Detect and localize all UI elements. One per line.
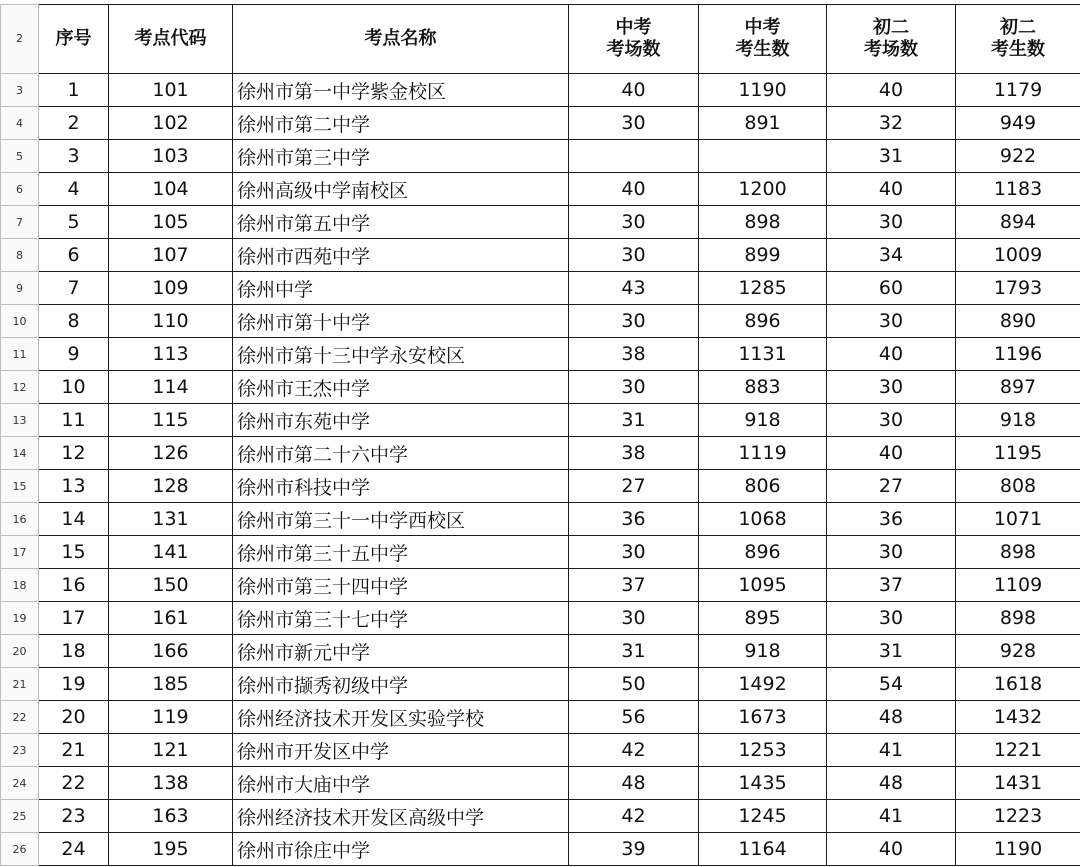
cell-ce-rooms[interactable]: 34 xyxy=(827,239,956,272)
table-row xyxy=(1,470,1080,503)
cell-code[interactable]: 115 xyxy=(109,404,233,437)
cell-ce-rooms[interactable]: 40 xyxy=(827,74,956,107)
header-ce-students-line1: 初二 xyxy=(1000,17,1036,38)
cell-zk-students[interactable]: 1119 xyxy=(699,437,827,470)
cell-name[interactable]: 徐州市第五中学 xyxy=(233,206,569,239)
cell-name[interactable]: 徐州市第三十四中学 xyxy=(233,569,569,602)
cell-ce-students[interactable]: 918 xyxy=(956,404,1080,437)
cell-zk-students[interactable]: 1673 xyxy=(699,701,827,734)
table-row xyxy=(1,437,1080,470)
cell-name[interactable]: 徐州经济技术开发区实验学校 xyxy=(233,701,569,734)
row-number[interactable]: 5 xyxy=(1,140,39,173)
cell-name[interactable]: 徐州市科技中学 xyxy=(233,470,569,503)
row-number[interactable]: 12 xyxy=(1,371,39,404)
cell-zk-students[interactable]: 1190 xyxy=(699,74,827,107)
row-number[interactable]: 17 xyxy=(1,536,39,569)
cell-name[interactable]: 徐州市第三中学 xyxy=(233,140,569,173)
cell-code[interactable]: 119 xyxy=(109,701,233,734)
cell-ce-students[interactable]: 898 xyxy=(956,602,1080,635)
cell-name[interactable]: 徐州市撷秀初级中学 xyxy=(233,668,569,701)
cell-name[interactable]: 徐州市第一中学紫金校区 xyxy=(233,74,569,107)
table-row xyxy=(1,536,1080,569)
cell-ce-rooms[interactable]: 30 xyxy=(827,602,956,635)
cell-zk-students[interactable]: 895 xyxy=(699,602,827,635)
cell-zk-students[interactable]: 1435 xyxy=(699,767,827,800)
cell-seq[interactable]: 23 xyxy=(39,800,109,833)
table-row xyxy=(1,602,1080,635)
header-ce-rooms[interactable] xyxy=(827,5,956,74)
row-number[interactable]: 23 xyxy=(1,734,39,767)
cell-ce-rooms[interactable]: 40 xyxy=(827,338,956,371)
cell-name[interactable]: 徐州市第三十七中学 xyxy=(233,602,569,635)
cell-seq[interactable]: 8 xyxy=(39,305,109,338)
header-ce-students[interactable] xyxy=(956,5,1080,74)
row-number[interactable]: 15 xyxy=(1,470,39,503)
cell-zk-rooms[interactable]: 31 xyxy=(569,404,699,437)
cell-seq[interactable]: 24 xyxy=(39,833,109,866)
row-number[interactable]: 16 xyxy=(1,503,39,536)
cell-seq[interactable]: 19 xyxy=(39,668,109,701)
header-zk-students[interactable] xyxy=(699,5,827,74)
cell-ce-students[interactable]: 808 xyxy=(956,470,1080,503)
row-number[interactable]: 24 xyxy=(1,767,39,800)
cell-zk-rooms[interactable]: 39 xyxy=(569,833,699,866)
cell-zk-students[interactable]: 806 xyxy=(699,470,827,503)
table-row xyxy=(1,701,1080,734)
cell-zk-rooms[interactable]: 30 xyxy=(569,602,699,635)
cell-name[interactable]: 徐州市大庙中学 xyxy=(233,767,569,800)
cell-ce-rooms[interactable]: 30 xyxy=(827,404,956,437)
cell-seq[interactable]: 16 xyxy=(39,569,109,602)
cell-zk-students[interactable]: 1131 xyxy=(699,338,827,371)
cell-zk-students[interactable]: 1164 xyxy=(699,833,827,866)
cell-ce-students[interactable]: 1432 xyxy=(956,701,1080,734)
cell-name[interactable]: 徐州市第三十五中学 xyxy=(233,536,569,569)
cell-seq[interactable]: 3 xyxy=(39,140,109,173)
cell-code[interactable]: 113 xyxy=(109,338,233,371)
table-row xyxy=(1,305,1080,338)
cell-zk-rooms[interactable]: 38 xyxy=(569,437,699,470)
cell-zk-students[interactable]: 1245 xyxy=(699,800,827,833)
cell-name[interactable]: 徐州市王杰中学 xyxy=(233,371,569,404)
cell-zk-students[interactable]: 1492 xyxy=(699,668,827,701)
header-row xyxy=(1,5,1080,74)
row-number[interactable]: 9 xyxy=(1,272,39,305)
header-zk-students-line2: 考生数 xyxy=(735,39,790,60)
row-number[interactable]: 14 xyxy=(1,437,39,470)
cell-zk-rooms[interactable]: 56 xyxy=(569,701,699,734)
cell-ce-students[interactable]: 1179 xyxy=(956,74,1080,107)
cell-seq[interactable]: 21 xyxy=(39,734,109,767)
cell-ce-students[interactable]: 1221 xyxy=(956,734,1080,767)
cell-name[interactable]: 徐州高级中学南校区 xyxy=(233,173,569,206)
cell-zk-rooms[interactable]: 27 xyxy=(569,470,699,503)
cell-ce-rooms[interactable]: 30 xyxy=(827,536,956,569)
cell-zk-students[interactable]: 1285 xyxy=(699,272,827,305)
cell-name[interactable]: 徐州市开发区中学 xyxy=(233,734,569,767)
cell-zk-rooms[interactable]: 42 xyxy=(569,734,699,767)
cell-ce-rooms[interactable]: 30 xyxy=(827,305,956,338)
cell-seq[interactable]: 6 xyxy=(39,239,109,272)
cell-ce-students[interactable]: 1183 xyxy=(956,173,1080,206)
cell-ce-rooms[interactable]: 41 xyxy=(827,800,956,833)
cell-ce-students[interactable]: 1431 xyxy=(956,767,1080,800)
cell-ce-rooms[interactable]: 60 xyxy=(827,272,956,305)
cell-zk-rooms[interactable]: 30 xyxy=(569,371,699,404)
row-number[interactable]: 19 xyxy=(1,602,39,635)
cell-name[interactable]: 徐州市东苑中学 xyxy=(233,404,569,437)
cell-code[interactable]: 195 xyxy=(109,833,233,866)
table-row xyxy=(1,800,1080,833)
cell-zk-students[interactable]: 1095 xyxy=(699,569,827,602)
table-row xyxy=(1,173,1080,206)
cell-code[interactable]: 121 xyxy=(109,734,233,767)
cell-code[interactable]: 126 xyxy=(109,437,233,470)
cell-seq[interactable]: 5 xyxy=(39,206,109,239)
cell-ce-students[interactable]: 1196 xyxy=(956,338,1080,371)
cell-zk-rooms[interactable]: 42 xyxy=(569,800,699,833)
cell-seq[interactable]: 15 xyxy=(39,536,109,569)
cell-name[interactable]: 徐州市西苑中学 xyxy=(233,239,569,272)
row-number[interactable]: 20 xyxy=(1,635,39,668)
cell-ce-rooms[interactable]: 36 xyxy=(827,503,956,536)
table-row xyxy=(1,74,1080,107)
cell-ce-rooms[interactable]: 41 xyxy=(827,734,956,767)
cell-ce-students[interactable]: 928 xyxy=(956,635,1080,668)
cell-zk-students[interactable]: 898 xyxy=(699,206,827,239)
table-row xyxy=(1,635,1080,668)
cell-seq[interactable]: 14 xyxy=(39,503,109,536)
cell-zk-students[interactable]: 1200 xyxy=(699,173,827,206)
table-row xyxy=(1,107,1080,140)
cell-code[interactable]: 104 xyxy=(109,173,233,206)
cell-zk-rooms[interactable]: 30 xyxy=(569,206,699,239)
cell-code[interactable]: 131 xyxy=(109,503,233,536)
table-row xyxy=(1,404,1080,437)
row-number[interactable]: 11 xyxy=(1,338,39,371)
cell-zk-rooms[interactable]: 48 xyxy=(569,767,699,800)
cell-ce-rooms[interactable]: 40 xyxy=(827,173,956,206)
cell-zk-rooms[interactable]: 30 xyxy=(569,239,699,272)
table-row xyxy=(1,371,1080,404)
cell-seq[interactable]: 7 xyxy=(39,272,109,305)
cell-code[interactable]: 101 xyxy=(109,74,233,107)
cell-code[interactable]: 114 xyxy=(109,371,233,404)
cell-ce-students[interactable]: 1009 xyxy=(956,239,1080,272)
cell-zk-rooms[interactable]: 40 xyxy=(569,173,699,206)
cell-code[interactable]: 150 xyxy=(109,569,233,602)
table-row xyxy=(1,668,1080,701)
cell-code[interactable]: 103 xyxy=(109,140,233,173)
cell-name[interactable]: 徐州市徐庄中学 xyxy=(233,833,569,866)
cell-code[interactable]: 185 xyxy=(109,668,233,701)
cell-code[interactable]: 161 xyxy=(109,602,233,635)
cell-name[interactable]: 徐州市第三十一中学西校区 xyxy=(233,503,569,536)
row-number[interactable]: 3 xyxy=(1,74,39,107)
header-code[interactable]: 考点代码 xyxy=(109,5,233,74)
row-number[interactable]: 2 xyxy=(1,5,39,74)
table-row xyxy=(1,272,1080,305)
table-row xyxy=(1,734,1080,767)
header-zk-rooms-line1: 中考 xyxy=(615,17,652,38)
cell-ce-rooms[interactable]: 48 xyxy=(827,701,956,734)
cell-zk-rooms[interactable]: 37 xyxy=(569,569,699,602)
table-row xyxy=(1,239,1080,272)
cell-zk-rooms[interactable] xyxy=(569,140,699,173)
cell-code[interactable]: 105 xyxy=(109,206,233,239)
cell-code[interactable]: 138 xyxy=(109,767,233,800)
cell-ce-rooms[interactable]: 48 xyxy=(827,767,956,800)
header-zk-students-line1: 中考 xyxy=(744,17,781,38)
header-name[interactable]: 考点名称 xyxy=(233,5,569,74)
cell-zk-rooms[interactable]: 40 xyxy=(569,74,699,107)
cell-seq[interactable]: 10 xyxy=(39,371,109,404)
cell-ce-rooms[interactable]: 31 xyxy=(827,140,956,173)
header-ce-rooms-line1: 初二 xyxy=(873,17,909,38)
table-row xyxy=(1,833,1080,866)
cell-zk-rooms[interactable]: 36 xyxy=(569,503,699,536)
cell-zk-rooms[interactable]: 30 xyxy=(569,536,699,569)
cell-code[interactable]: 109 xyxy=(109,272,233,305)
cell-zk-students[interactable] xyxy=(699,140,827,173)
cell-ce-students[interactable]: 949 xyxy=(956,107,1080,140)
cell-name[interactable]: 徐州中学 xyxy=(233,272,569,305)
cell-code[interactable]: 107 xyxy=(109,239,233,272)
cell-seq[interactable]: 2 xyxy=(39,107,109,140)
cell-seq[interactable]: 9 xyxy=(39,338,109,371)
cell-ce-rooms[interactable]: 31 xyxy=(827,635,956,668)
cell-name[interactable]: 徐州市第十三中学永安校区 xyxy=(233,338,569,371)
cell-name[interactable]: 徐州市第十中学 xyxy=(233,305,569,338)
cell-seq[interactable]: 4 xyxy=(39,173,109,206)
cell-zk-students[interactable]: 918 xyxy=(699,635,827,668)
cell-ce-students[interactable]: 894 xyxy=(956,206,1080,239)
cell-seq[interactable]: 18 xyxy=(39,635,109,668)
cell-ce-rooms[interactable]: 32 xyxy=(827,107,956,140)
cell-zk-rooms[interactable]: 30 xyxy=(569,107,699,140)
cell-zk-students[interactable]: 891 xyxy=(699,107,827,140)
cell-name[interactable]: 徐州经济技术开发区高级中学 xyxy=(233,800,569,833)
table-row xyxy=(1,140,1080,173)
cell-ce-students[interactable]: 890 xyxy=(956,305,1080,338)
cell-ce-rooms[interactable]: 40 xyxy=(827,833,956,866)
table-row xyxy=(1,767,1080,800)
row-number[interactable]: 13 xyxy=(1,404,39,437)
cell-zk-rooms[interactable]: 43 xyxy=(569,272,699,305)
header-zk-rooms[interactable] xyxy=(569,5,699,74)
cell-ce-students[interactable]: 1618 xyxy=(956,668,1080,701)
cell-ce-rooms[interactable]: 27 xyxy=(827,470,956,503)
cell-code[interactable]: 128 xyxy=(109,470,233,503)
cell-ce-students[interactable]: 1071 xyxy=(956,503,1080,536)
cell-seq[interactable]: 11 xyxy=(39,404,109,437)
cell-ce-students[interactable]: 922 xyxy=(956,140,1080,173)
header-zk-rooms-line2: 考场数 xyxy=(606,39,661,60)
cell-ce-rooms[interactable]: 37 xyxy=(827,569,956,602)
cell-ce-students[interactable]: 897 xyxy=(956,371,1080,404)
header-seq[interactable]: 序号 xyxy=(39,5,109,74)
cell-zk-students[interactable]: 883 xyxy=(699,371,827,404)
cell-name[interactable]: 徐州市第二中学 xyxy=(233,107,569,140)
cell-ce-rooms[interactable]: 30 xyxy=(827,206,956,239)
cell-code[interactable]: 141 xyxy=(109,536,233,569)
cell-zk-students[interactable]: 896 xyxy=(699,305,827,338)
cell-ce-students[interactable]: 1109 xyxy=(956,569,1080,602)
cell-name[interactable]: 徐州市第二十六中学 xyxy=(233,437,569,470)
cell-seq[interactable]: 1 xyxy=(39,74,109,107)
cell-ce-students[interactable]: 898 xyxy=(956,536,1080,569)
cell-zk-students[interactable]: 1253 xyxy=(699,734,827,767)
row-number[interactable]: 7 xyxy=(1,206,39,239)
cell-seq[interactable]: 20 xyxy=(39,701,109,734)
row-number[interactable]: 8 xyxy=(1,239,39,272)
cell-ce-rooms[interactable]: 40 xyxy=(827,437,956,470)
cell-zk-rooms[interactable]: 30 xyxy=(569,305,699,338)
table-row xyxy=(1,503,1080,536)
cell-ce-rooms[interactable]: 30 xyxy=(827,371,956,404)
row-number[interactable]: 26 xyxy=(1,833,39,866)
cell-code[interactable]: 163 xyxy=(109,800,233,833)
row-number[interactable]: 18 xyxy=(1,569,39,602)
cell-code[interactable]: 102 xyxy=(109,107,233,140)
row-number[interactable]: 4 xyxy=(1,107,39,140)
cell-ce-students[interactable]: 1793 xyxy=(956,272,1080,305)
cell-name[interactable]: 徐州市新元中学 xyxy=(233,635,569,668)
row-number[interactable]: 6 xyxy=(1,173,39,206)
table-row xyxy=(1,569,1080,602)
cell-ce-students[interactable]: 1223 xyxy=(956,800,1080,833)
cell-zk-rooms[interactable]: 38 xyxy=(569,338,699,371)
row-number[interactable]: 10 xyxy=(1,305,39,338)
row-number[interactable]: 21 xyxy=(1,668,39,701)
table-row xyxy=(1,206,1080,239)
cell-seq[interactable]: 13 xyxy=(39,470,109,503)
cell-zk-students[interactable]: 899 xyxy=(699,239,827,272)
cell-zk-students[interactable]: 918 xyxy=(699,404,827,437)
table-row xyxy=(1,338,1080,371)
cell-seq[interactable]: 12 xyxy=(39,437,109,470)
cell-zk-rooms[interactable]: 50 xyxy=(569,668,699,701)
cell-ce-rooms[interactable]: 54 xyxy=(827,668,956,701)
cell-zk-students[interactable]: 1068 xyxy=(699,503,827,536)
cell-code[interactable]: 110 xyxy=(109,305,233,338)
header-ce-students-line2: 考生数 xyxy=(991,39,1045,60)
cell-zk-rooms[interactable]: 31 xyxy=(569,635,699,668)
row-number[interactable]: 22 xyxy=(1,701,39,734)
cell-ce-students[interactable]: 1190 xyxy=(956,833,1080,866)
cell-code[interactable]: 166 xyxy=(109,635,233,668)
row-number[interactable]: 25 xyxy=(1,800,39,833)
cell-zk-students[interactable]: 896 xyxy=(699,536,827,569)
cell-seq[interactable]: 22 xyxy=(39,767,109,800)
cell-seq[interactable]: 17 xyxy=(39,602,109,635)
header-ce-rooms-line2: 考场数 xyxy=(864,39,918,60)
exam-sites-table xyxy=(0,4,1080,866)
cell-ce-students[interactable]: 1195 xyxy=(956,437,1080,470)
